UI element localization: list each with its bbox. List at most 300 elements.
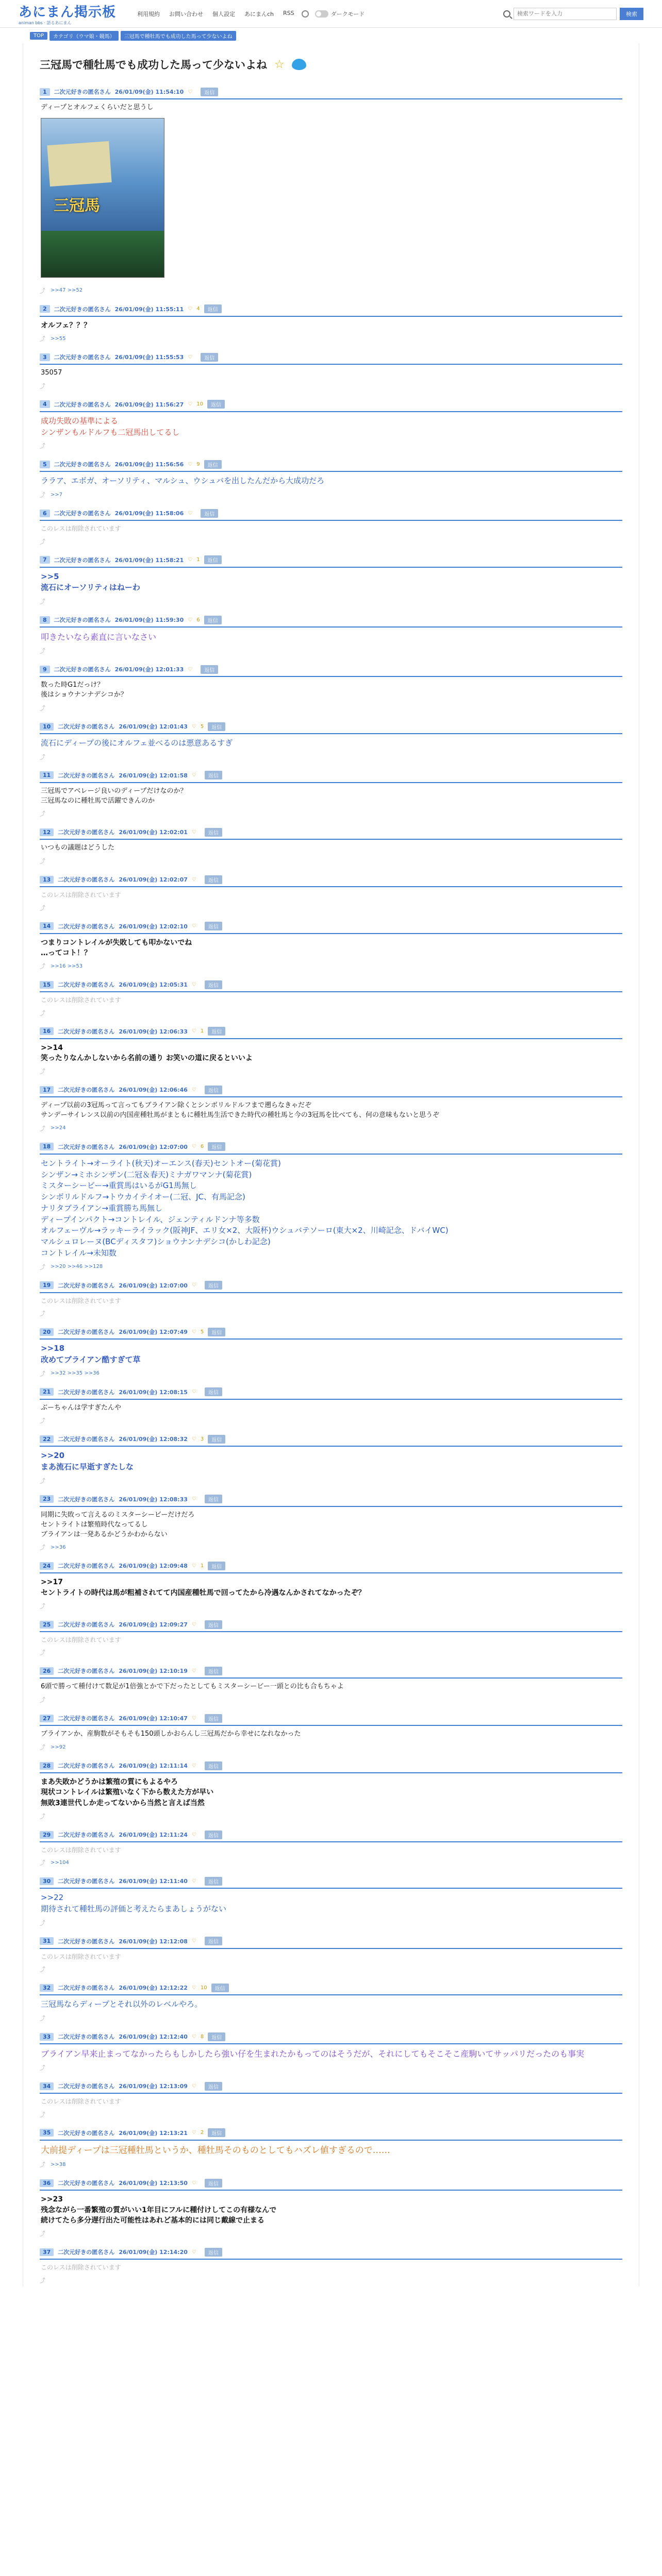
reply-button[interactable]: 返信 — [208, 1027, 225, 1036]
share-icon[interactable]: ⤴ — [40, 858, 45, 865]
post-line: >>22 — [41, 1893, 64, 1903]
gear-icon[interactable] — [302, 10, 309, 18]
like-icon[interactable]: ♡ — [191, 2083, 196, 2089]
post-number[interactable]: 37 — [40, 2248, 54, 2256]
reply-links[interactable]: >>36 — [51, 1544, 66, 1550]
reply-button[interactable]: 返信 — [201, 509, 218, 518]
like-icon[interactable]: ♡ — [191, 1282, 196, 1289]
post-header — [40, 615, 622, 628]
nav-settings[interactable]: 個人設定 — [212, 10, 235, 18]
post-header — [40, 1666, 622, 1679]
post-header — [40, 1494, 622, 1507]
reply-links[interactable]: >>38 — [51, 2161, 66, 2167]
like-icon[interactable]: ♡ — [188, 666, 193, 672]
star-icon[interactable]: ☆ — [274, 58, 285, 71]
share-icon[interactable]: ⤴ — [40, 598, 45, 605]
post-body — [40, 1447, 622, 1477]
reply-button[interactable]: 返信 — [205, 875, 222, 884]
post-number[interactable]: 21 — [40, 1388, 54, 1396]
share-icon[interactable]: ⤴ — [40, 492, 45, 499]
reply-button[interactable]: 返信 — [205, 1877, 222, 1886]
post-header — [40, 87, 622, 99]
post-number[interactable]: 3 — [40, 353, 50, 361]
post-line: シンザンもルドルフも二冠馬出してるし — [41, 427, 180, 437]
post-header — [40, 979, 622, 992]
share-icon[interactable]: ⤴ — [40, 2161, 45, 2168]
reply-button[interactable]: 返信 — [205, 771, 222, 779]
like-icon[interactable]: ♡ — [191, 1938, 196, 1944]
post-number[interactable]: 20 — [40, 1328, 54, 1336]
like-icon[interactable]: ♡ — [191, 829, 196, 835]
poster-name: 二次元好きの匿名さん — [58, 723, 115, 730]
poster-name: 二次元好きの匿名さん — [58, 923, 115, 930]
breadcrumb-top[interactable]: TOP — [30, 32, 47, 40]
post-date: 26/01/09(金) 11:56:56 — [114, 461, 184, 468]
like-icon[interactable]: ♡ — [191, 1436, 196, 1442]
like-icon[interactable]: ♡ — [191, 1144, 196, 1150]
post-image[interactable]: 三冠馬 — [41, 118, 164, 278]
reply-links[interactable]: >>7 — [51, 492, 63, 498]
post-header — [40, 2247, 622, 2260]
reply-links[interactable]: >>55 — [51, 335, 66, 342]
share-icon[interactable]: ⤴ — [40, 753, 45, 760]
reply-button[interactable]: 返信 — [201, 88, 218, 96]
like-icon[interactable]: ♡ — [188, 306, 193, 312]
reply-button[interactable]: 返信 — [205, 1937, 222, 1945]
post — [40, 399, 622, 452]
post-number[interactable]: 13 — [40, 876, 54, 884]
post-body — [40, 1293, 622, 1309]
post-line: >>14 — [41, 1043, 63, 1052]
share-icon[interactable]: ⤴ — [40, 1966, 45, 1973]
like-icon[interactable]: ♡ — [191, 2033, 196, 2040]
like-icon[interactable]: ♡ — [191, 1832, 196, 1838]
share-icon[interactable]: ⤴ — [40, 1125, 45, 1132]
share-icon[interactable]: ⤴ — [40, 810, 45, 818]
post-number[interactable]: 8 — [40, 616, 50, 624]
post-line: ナリタブライアン→重賞勝ち馬無し — [41, 1203, 163, 1213]
post-body — [40, 934, 622, 962]
reply-button[interactable]: 返信 — [201, 665, 218, 674]
post-line: ぶーちゃんは学すぎたんや — [41, 1403, 122, 1412]
post-number[interactable]: 5 — [40, 461, 50, 468]
post-body — [40, 317, 622, 334]
like-icon[interactable]: ♡ — [191, 1668, 196, 1674]
share-icon[interactable]: ⤴ — [40, 335, 45, 343]
share-icon[interactable]: ⤴ — [40, 1813, 45, 1820]
post-date: 26/01/09(金) 12:02:01 — [119, 829, 188, 836]
post-number[interactable]: 22 — [40, 1435, 54, 1443]
post-date: 26/01/09(金) 12:01:58 — [119, 772, 188, 779]
share-icon[interactable]: ⤴ — [40, 1744, 45, 1751]
post — [40, 1387, 622, 1427]
post-header — [40, 827, 622, 840]
post-number[interactable]: 26 — [40, 1667, 54, 1675]
post-line: ララア、エボガ、オーソリティ、マルシュ、ウシュバを出したんだから大成功だろ — [41, 476, 325, 486]
post-number[interactable]: 32 — [40, 1984, 54, 1992]
reply-button[interactable]: 返信 — [204, 460, 222, 469]
post-date: 26/01/09(金) 11:58:21 — [114, 556, 184, 564]
nav-contact[interactable]: お問い合わせ — [169, 10, 203, 18]
post-number[interactable]: 27 — [40, 1715, 54, 1722]
breadcrumb-thread[interactable]: 三冠馬で種牡馬でも成功した馬って少ないよね — [121, 31, 236, 41]
reply-button[interactable]: 返信 — [205, 980, 222, 989]
post-line: 続けてたら多分遅行出た可能性はあれど基本的には同じ戴線で止まる — [41, 2216, 264, 2225]
share-icon[interactable]: ⤴ — [40, 1919, 45, 1926]
like-icon[interactable]: ♡ — [191, 1715, 196, 1721]
reply-button[interactable]: 返信 — [205, 1281, 222, 1290]
post-footer — [40, 1858, 622, 1869]
like-icon[interactable]: ♡ — [191, 981, 196, 988]
reply-button[interactable]: 返信 — [204, 555, 222, 564]
post-number[interactable]: 2 — [40, 305, 50, 313]
post-date: 26/01/09(金) 12:08:15 — [119, 1388, 188, 1396]
reply-links[interactable]: >>47 >>52 — [51, 287, 83, 294]
post-footer — [40, 2014, 622, 2024]
like-icon[interactable]: ♡ — [191, 1329, 196, 1335]
reply-button[interactable]: 返信 — [211, 1984, 229, 1992]
post-header — [40, 508, 622, 521]
post-body — [40, 568, 622, 598]
like-icon[interactable]: ♡ — [188, 89, 193, 95]
like-icon[interactable]: ♡ — [191, 1878, 196, 1884]
post — [40, 352, 622, 392]
post-number[interactable]: 23 — [40, 1495, 54, 1503]
post-header — [40, 1760, 622, 1773]
reply-button[interactable]: 返信 — [205, 1495, 222, 1503]
post-number[interactable]: 9 — [40, 666, 50, 673]
post — [40, 555, 622, 608]
reply-links[interactable]: >>92 — [51, 1744, 66, 1750]
reply-links[interactable]: >>20 >>46 >>128 — [51, 1264, 103, 1270]
share-icon[interactable]: ⤴ — [40, 538, 45, 545]
post-line: ディープとオルフェくらいだと思うし — [41, 104, 154, 111]
post-date: 26/01/09(金) 12:06:33 — [119, 1028, 188, 1035]
like-icon[interactable]: ♡ — [191, 1985, 196, 1991]
post-date: 26/01/09(金) 12:05:31 — [119, 981, 188, 989]
reply-button[interactable]: 返信 — [208, 2032, 225, 2041]
post — [40, 979, 622, 1019]
post-line: ミスターシービー→重賞馬はいるがG1馬無し — [41, 1181, 197, 1191]
share-icon[interactable]: ⤴ — [40, 1417, 45, 1425]
poster-name: 二次元好きの匿名さん — [58, 772, 115, 779]
share-icon[interactable]: ⤴ — [40, 1009, 45, 1016]
post-date: 26/01/09(金) 12:12:08 — [119, 1938, 188, 1945]
poster-name: 二次元好きの匿名さん — [58, 1715, 115, 1722]
post-number[interactable]: 36 — [40, 2179, 54, 2187]
like-icon[interactable]: ♡ — [191, 1762, 196, 1769]
reply-button[interactable]: 返信 — [208, 2128, 225, 2137]
post-body — [40, 1507, 622, 1544]
post-line: サンデーサイレンス以前の内国産種牡馬がまともに種牡馬生活できた時代の種牡馬と今の3冠馬を比べても、何の意味もないと思うぞ — [41, 1111, 439, 1120]
post-number[interactable]: 11 — [40, 771, 54, 779]
post-header — [40, 2128, 622, 2141]
poster-name: 二次元好きの匿名さん — [54, 89, 111, 95]
post-body — [40, 472, 622, 490]
post — [40, 1084, 622, 1134]
reply-button[interactable]: 返信 — [205, 2248, 222, 2257]
post-line: 大前提ディープは三冠種牡馬というか、種牡馬そのものとしてもハズレ値すぎるので…… — [41, 2145, 390, 2156]
reply-button[interactable]: 返信 — [208, 1435, 225, 1444]
post-body — [40, 1889, 622, 1919]
reply-button[interactable]: 返信 — [204, 616, 222, 624]
share-icon[interactable]: ⤴ — [40, 2111, 45, 2118]
share-icon[interactable]: ⤴ — [40, 1477, 45, 1484]
post-footer — [40, 2276, 622, 2286]
post-number[interactable]: 16 — [40, 1027, 54, 1035]
like-icon[interactable]: ♡ — [191, 2249, 196, 2255]
share-icon[interactable]: ⤴ — [40, 648, 45, 655]
post-list — [40, 87, 622, 2286]
post-footer — [40, 597, 622, 607]
reply-button[interactable]: 返信 — [207, 400, 225, 409]
post-date: 26/01/09(金) 12:08:33 — [119, 1496, 188, 1503]
nav-rss[interactable]: RSS — [283, 9, 294, 16]
share-icon[interactable]: ⤴ — [40, 1263, 45, 1270]
post-number[interactable]: 31 — [40, 1937, 54, 1945]
poster-name: 二次元好きの匿名さん — [58, 1878, 115, 1885]
reply-button[interactable]: 返信 — [208, 722, 225, 731]
post-line: このレスは削除されています — [41, 2098, 121, 2106]
like-count: 9 — [196, 461, 200, 467]
share-icon[interactable]: ⤴ — [40, 2230, 45, 2238]
share-icon[interactable]: ⤴ — [40, 2277, 45, 2284]
post-number[interactable]: 17 — [40, 1086, 54, 1094]
poster-name: 二次元好きの匿名さん — [58, 1087, 115, 1094]
search-input[interactable] — [514, 8, 617, 20]
like-icon[interactable]: ♡ — [191, 2130, 196, 2136]
reply-button[interactable]: 返信 — [205, 1667, 222, 1675]
post — [40, 770, 622, 820]
like-icon[interactable]: ♡ — [191, 923, 196, 929]
post-footer — [40, 809, 622, 820]
reply-button[interactable]: 返信 — [205, 1620, 222, 1629]
post-line: …ってコト！？ — [41, 948, 91, 957]
post-number[interactable]: 30 — [40, 1877, 54, 1885]
twitter-icon[interactable] — [292, 59, 306, 70]
post-footer — [40, 1369, 622, 1380]
post-date: 26/01/09(金) 12:02:07 — [119, 876, 188, 884]
nav-terms[interactable]: 利用規約 — [137, 10, 160, 18]
like-icon[interactable]: ♡ — [188, 617, 193, 623]
site-header — [0, 0, 662, 28]
reply-button[interactable]: 返信 — [208, 1142, 225, 1151]
post-footer — [40, 1648, 622, 1658]
like-icon[interactable]: ♡ — [191, 2180, 196, 2186]
share-icon[interactable]: ⤴ — [40, 1544, 45, 1551]
post-line: 流石にディープの後にオルフェ並べるのは悪意あるすぎ — [41, 738, 233, 748]
like-icon[interactable]: ♡ — [191, 1389, 196, 1395]
reply-button[interactable]: 返信 — [205, 1714, 222, 1723]
share-icon[interactable]: ⤴ — [40, 382, 45, 389]
like-icon[interactable]: ♡ — [188, 354, 193, 360]
like-icon[interactable]: ♡ — [188, 401, 193, 408]
post — [40, 1434, 622, 1487]
post-line: ディープインパクト→コントレイル、ジェンティルドンナ等多数 — [41, 1214, 260, 1224]
post-header — [40, 1619, 622, 1632]
share-icon[interactable]: ⤴ — [40, 1859, 45, 1867]
post — [40, 2178, 622, 2240]
post-number[interactable]: 35 — [40, 2129, 54, 2137]
reply-button[interactable]: 返信 — [205, 828, 222, 837]
share-icon[interactable]: ⤴ — [40, 1697, 45, 1704]
like-icon[interactable]: ♡ — [188, 510, 193, 516]
post-date: 26/01/09(金) 12:12:22 — [119, 1985, 188, 1992]
post-footer — [40, 2160, 622, 2171]
post-number[interactable]: 24 — [40, 1562, 54, 1570]
post-footer — [40, 334, 622, 345]
post-footer — [40, 382, 622, 392]
nav-animanch[interactable]: あにまんch — [244, 10, 274, 18]
post-header — [40, 1280, 622, 1293]
reply-links[interactable]: >>104 — [51, 1859, 69, 1866]
search-button[interactable]: 検索 — [620, 8, 643, 20]
post-line: セントライトは繁殖時代なってるし — [41, 1520, 148, 1529]
post-line: 無敗3連世代しか走ってないから当然と言えば当然 — [41, 1799, 205, 1807]
post-footer — [40, 286, 622, 297]
share-icon[interactable]: ⤴ — [40, 705, 45, 711]
post-footer — [40, 704, 622, 714]
post-date: 26/01/09(金) 11:58:06 — [114, 510, 184, 517]
post-date: 26/01/09(金) 12:13:21 — [119, 2129, 188, 2137]
like-count: 1 — [200, 1563, 204, 1569]
post-footer — [40, 2110, 622, 2121]
breadcrumb-category[interactable]: カテゴリ（ウマ娘・競馬） — [49, 31, 119, 41]
poster-name: 二次元好きの匿名さん — [58, 1621, 115, 1629]
post-number[interactable]: 10 — [40, 723, 54, 731]
post-line: このレスは削除されています — [41, 1297, 121, 1304]
post-date: 26/01/09(金) 12:02:10 — [119, 923, 188, 930]
like-icon[interactable]: ♡ — [188, 461, 193, 467]
post-line: ブライアンか、産駒数がそもそも150頭しかおらんし三冠馬だから幸せになれなかった — [41, 1730, 301, 1738]
like-icon[interactable]: ♡ — [191, 1087, 196, 1093]
share-icon[interactable]: ⤴ — [40, 1068, 45, 1075]
post-footer — [40, 1067, 622, 1077]
post-date: 26/01/09(金) 12:11:14 — [119, 1762, 188, 1770]
post-footer — [40, 1263, 622, 1273]
post-number[interactable]: 14 — [40, 922, 54, 930]
like-icon[interactable]: ♡ — [191, 772, 196, 778]
post-line: 6頭で勝って種付けて数足が1倍強とかで下だったとしてもミスターシービー一頭との比も合もちゃよ — [41, 1683, 344, 1691]
post — [40, 2081, 622, 2120]
share-icon[interactable]: ⤴ — [40, 963, 45, 970]
post-number[interactable]: 29 — [40, 1831, 54, 1839]
poster-name: 二次元好きの匿名さん — [58, 1938, 115, 1945]
reply-button[interactable]: 返信 — [208, 1562, 225, 1570]
post-number[interactable]: 33 — [40, 2033, 54, 2041]
post-body — [40, 365, 622, 382]
reply-button[interactable]: 返信 — [205, 1387, 222, 1396]
reply-button[interactable]: 返信 — [205, 1086, 222, 1094]
poster-name: 二次元好きの匿名さん — [58, 1668, 115, 1675]
post-number[interactable]: 25 — [40, 1621, 54, 1629]
site-logo[interactable] — [19, 2, 127, 26]
toggle-switch[interactable] — [315, 10, 328, 18]
like-icon[interactable]: ♡ — [188, 557, 193, 563]
post-date: 26/01/09(金) 11:56:27 — [114, 401, 184, 408]
reply-button[interactable]: 返信 — [205, 1831, 222, 1839]
share-icon[interactable]: ⤴ — [40, 1370, 45, 1377]
poster-name: 二次元好きの匿名さん — [58, 1329, 115, 1336]
reply-links[interactable]: >>24 — [51, 1125, 66, 1131]
post — [40, 2128, 622, 2171]
like-count: 3 — [200, 1436, 204, 1442]
reply-links[interactable]: >>32 >>35 >>36 — [51, 1370, 100, 1377]
reply-button[interactable]: 返信 — [208, 1328, 225, 1336]
post-line: まあ失敗かどうかは繁殖の質にもよるやろ — [41, 1778, 178, 1787]
post-line: このレスは削除されています — [41, 996, 121, 1004]
like-icon[interactable]: ♡ — [191, 1563, 196, 1569]
post-number[interactable]: 34 — [40, 2082, 54, 2090]
logo-subtitle: animan bbs · 語るあにまん — [19, 21, 72, 25]
post-date: 26/01/09(金) 11:55:53 — [114, 354, 184, 361]
post-line: オルフェ？？？ — [41, 321, 91, 330]
reply-button[interactable]: 返信 — [201, 353, 218, 362]
breadcrumb — [0, 28, 662, 43]
post-line: 改めてブライアン酷すぎて草 — [41, 1354, 141, 1364]
dark-mode-toggle[interactable] — [315, 10, 365, 18]
reply-button[interactable]: 返信 — [205, 922, 222, 930]
share-icon[interactable]: ⤴ — [40, 2015, 45, 2022]
share-icon[interactable]: ⤴ — [40, 443, 45, 450]
like-icon[interactable]: ♡ — [191, 1028, 196, 1035]
reply-button[interactable]: 返信 — [204, 304, 222, 313]
like-icon[interactable]: ♡ — [191, 876, 196, 883]
like-icon[interactable]: ♡ — [191, 1496, 196, 1502]
share-icon[interactable]: ⤴ — [40, 2064, 45, 2072]
share-icon[interactable]: ⤴ — [40, 1649, 45, 1656]
post-date: 26/01/09(金) 12:12:40 — [119, 2033, 188, 2041]
poster-name: 二次元好きの匿名さん — [58, 2033, 115, 2041]
post-number[interactable]: 19 — [40, 1281, 54, 1289]
post-number[interactable]: 12 — [40, 828, 54, 836]
post-footer — [40, 753, 622, 763]
like-icon[interactable]: ♡ — [191, 1621, 196, 1628]
reply-button[interactable]: 返信 — [205, 2082, 222, 2091]
reply-button[interactable]: 返信 — [205, 1761, 222, 1770]
post-footer — [40, 1965, 622, 1975]
poster-name: 二次元好きの匿名さん — [58, 876, 115, 884]
poster-name: 二次元好きの匿名さん — [58, 1282, 115, 1289]
share-icon[interactable]: ⤴ — [40, 1310, 45, 1317]
post-number[interactable]: 6 — [40, 510, 50, 517]
share-icon[interactable]: ⤴ — [40, 287, 45, 294]
post-date: 26/01/09(金) 12:10:19 — [119, 1668, 188, 1675]
post-footer — [40, 537, 622, 548]
poster-name: 二次元好きの匿名さん — [58, 1563, 115, 1570]
post — [40, 2247, 622, 2286]
reply-button[interactable]: 返信 — [205, 2179, 222, 2188]
post-footer — [40, 2063, 622, 2074]
post-number[interactable]: 7 — [40, 556, 50, 564]
post-line: >>18 — [41, 1344, 65, 1353]
post-number[interactable]: 15 — [40, 981, 54, 989]
post-date: 26/01/09(金) 12:13:09 — [119, 2083, 188, 2090]
share-icon[interactable]: ⤴ — [40, 904, 45, 911]
poster-name: 二次元好きの匿名さん — [58, 1985, 115, 1992]
post-number[interactable]: 4 — [40, 400, 50, 408]
post-body — [40, 783, 622, 810]
post-line: いつもの議題はどうした — [41, 844, 115, 852]
post-number[interactable]: 18 — [40, 1143, 54, 1150]
like-icon[interactable]: ♡ — [191, 723, 196, 730]
post-line: このレスは削除されています — [41, 1846, 121, 1854]
thread-main — [23, 43, 639, 2286]
post-number[interactable]: 1 — [40, 88, 50, 96]
share-icon[interactable]: ⤴ — [40, 1603, 45, 1610]
post-number[interactable]: 28 — [40, 1762, 54, 1770]
reply-links[interactable]: >>16 >>53 — [51, 963, 83, 969]
